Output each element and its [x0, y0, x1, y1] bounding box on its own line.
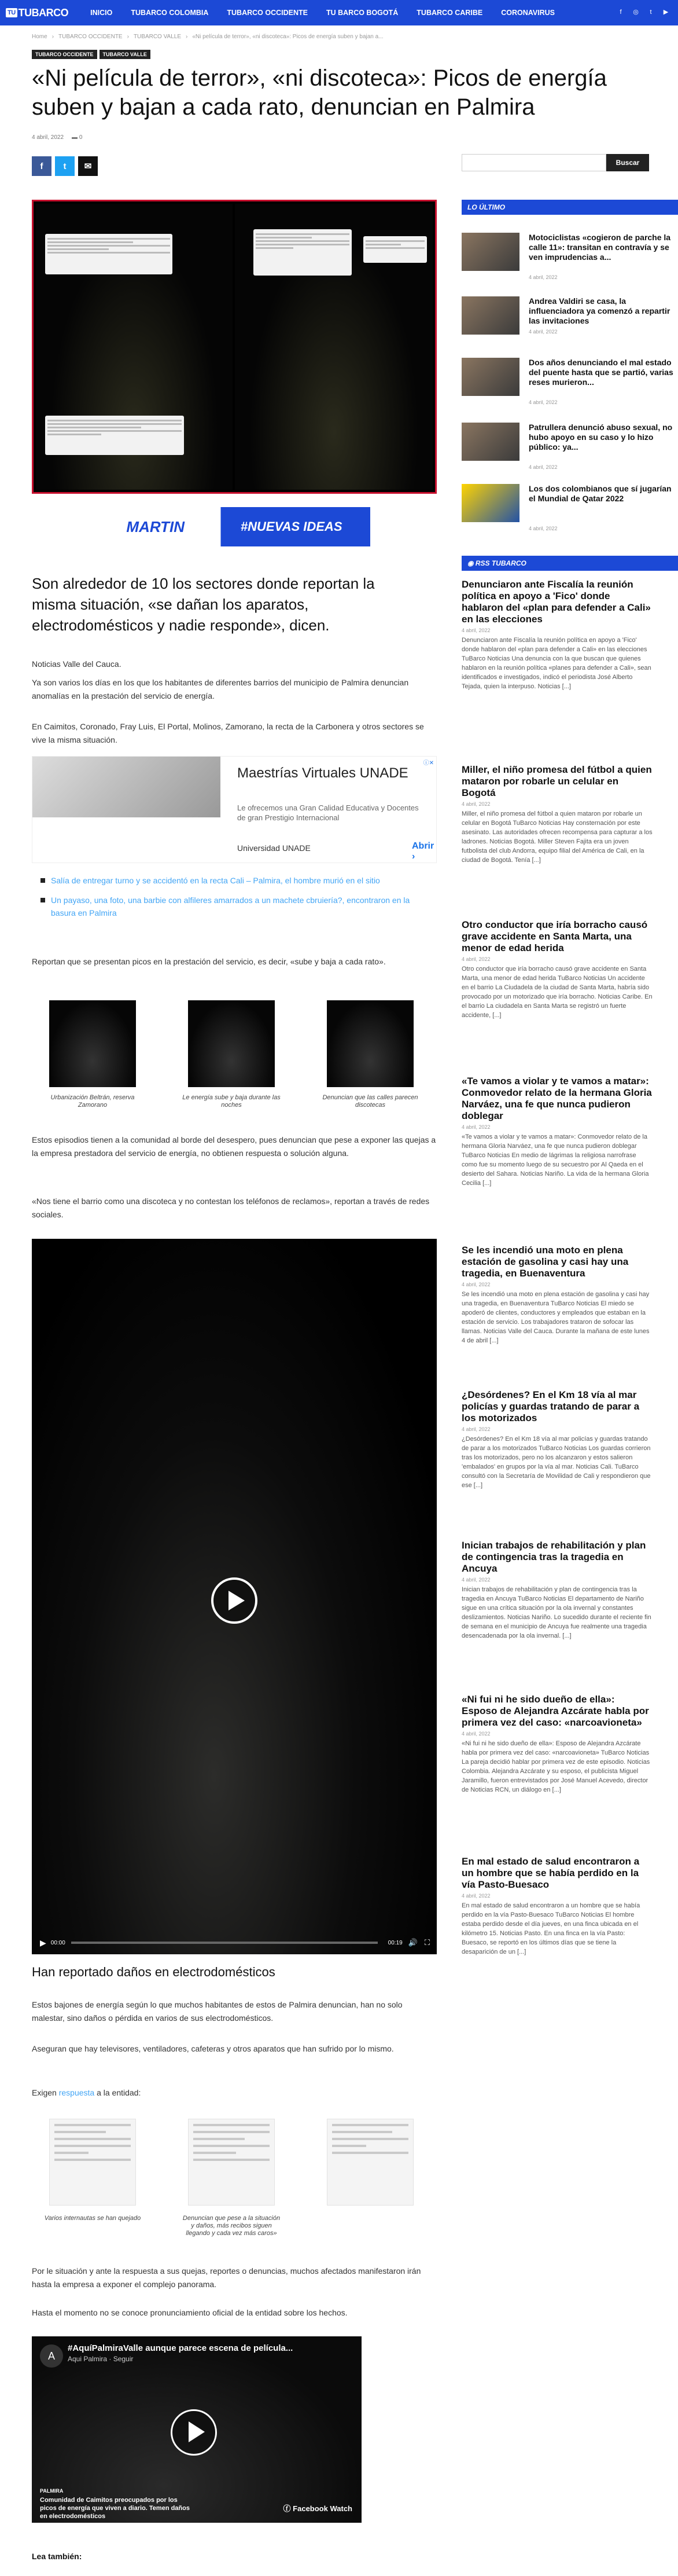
- ad-open-button[interactable]: [412, 841, 436, 862]
- comment-count[interactable]: [72, 134, 82, 141]
- category-tag[interactable]: TUBARCO VALLE: [100, 50, 150, 59]
- latest-item[interactable]: [462, 233, 678, 285]
- rss-item: [462, 764, 653, 865]
- text-segment: a la entidad:: [97, 2088, 141, 2097]
- youtube-icon[interactable]: ▶: [663, 9, 669, 16]
- nav-item-coronavirus[interactable]: CORONAVIRUS: [501, 9, 555, 17]
- site-logo[interactable]: [6, 7, 68, 19]
- article-paragraph: Ya son varios los días en los que los habitantes de diferentes barrios del municipio de Palmira denuncian anomalías en la prestación del servicio de energía.: [32, 678, 409, 700]
- rss-heading: [462, 556, 678, 571]
- instagram-icon[interactable]: ◎: [633, 9, 639, 16]
- latest-heading: LO ÚLTIMO: [462, 200, 678, 215]
- rss-item-title[interactable]: Se les incendió una moto en plena estación de gasolina y casi hay una tragedia, en Buenaventura: [462, 1245, 629, 1279]
- article-title: «Ni película de terror», «ni discoteca»: Picos de energía suben y bajan a cada rato, denuncian en Palmira: [32, 65, 607, 120]
- rss-item-excerpt: ¿Desórdenes? En el Km 18 vía al mar policías y guardas tratando de parar a los motorizados TuBarco Noticias Los guardas corrieron tras los motorizados, pero no los alcanzaron y estos salieron 'embalados' en grupos por la vía al mar. Noticias Cali. TuBarco consultó con la Secretaría de Movilidad de Cali y respondieron que ese [...]: [462, 1436, 651, 1489]
- play-button-icon[interactable]: [171, 2409, 217, 2456]
- chat-screenshot: [45, 416, 184, 455]
- related-link[interactable]: Salía de entregar turno y se accidentó en la recta Cali – Palmira, el hombre murió en el sitio: [40, 874, 417, 887]
- gallery-image[interactable]: [327, 1000, 414, 1087]
- rss-item-title[interactable]: Denunciaron ante Fiscalía la reunión política en apoyo a 'Fico' donde hablaron del «plan para defender a Cali» en las elecciones: [462, 579, 651, 625]
- gallery-caption: Urbanización Beltrán, reserva Zamorano: [50, 1094, 135, 1109]
- rss-item-excerpt: «Te vamos a violar y te vamos a matar»: Conmovedor relato de la hermana Gloria Narváez, una fe que nunca pudieron doblegar TuBarco Noticias En medio de lágrimas la religiosa narrofrase como fue su momento luego de su secuestro por Al Qaeda en el desierto del Sahara. Noticias Nariño. La vida de la hermana Gloria Cecilia [...]: [462, 1133, 649, 1187]
- facebook-watch-link[interactable]: [283, 2502, 352, 2513]
- gallery-caption: Le energía sube y baja durante las noches: [182, 1094, 281, 1109]
- social-links: [616, 7, 671, 17]
- ad-open-label: Abrir: [412, 841, 434, 851]
- latest-item-title[interactable]: Andrea Valdiri se casa, la influenciadora ya comenzó a repartir las invitaciones: [529, 296, 670, 325]
- facebook-watch-label: Facebook Watch: [293, 2504, 352, 2513]
- nav-item-occidente[interactable]: TUBARCO OCCIDENTE: [227, 9, 308, 17]
- rss-item-excerpt: «Ni fui ni he sido dueño de ella»: Esposo de Alejandra Azcárate habla por primera vez del caso: «narcoavioneta» TuBarco Noticias La pareja decidió hablar por primera vez de este episodio. Noticias Colombia. Alejandra Azcárate y su esposo, el publicista Miguel Jaramillo, fueron entrevistados por José Manuel Acevedo, director de Noticias RCN, un diálogo en [...]: [462, 1740, 650, 1793]
- facebook-video-embed[interactable]: [32, 2336, 362, 2523]
- facebook-icon: ⓕ: [283, 2504, 291, 2513]
- related-link[interactable]: Un payaso, una foto, una barbie con alfileres amarrados a un machete cbruiería?, encontraron en la basura en Palmira: [40, 894, 417, 919]
- logo-badge: TU: [6, 8, 17, 17]
- main-menu: [81, 0, 564, 25]
- latest-item-title[interactable]: Dos años denunciando el mal estado del puente hasta que se partió, varias reses murieron...: [529, 358, 673, 387]
- email-share-icon[interactable]: ✉: [78, 156, 98, 176]
- respuesta-link[interactable]: respuesta: [58, 2088, 95, 2097]
- rss-item: [462, 1856, 653, 1957]
- article-paragraph: En Caimitos, Coronado, Fray Luis, El Portal, Molinos, Zamorano, la recta de la Carbonera y otros sectores se vive la misma situación.: [32, 722, 424, 744]
- rss-item-excerpt: Denunciaron ante Fiscalía la reunión política en apoyo a 'Fico' donde hablaron del «plan para defender a Cali» en las elecciones TuBarco Noticias Una denuncia con la que buscan que quienes hablaron en la reunión política «planes para defender a Cali», sean identificados e investigados, indicó el periodista José Alberto Tejada, quien la interpuso. Noticias [...]: [462, 637, 651, 690]
- search-input[interactable]: [462, 154, 606, 171]
- latest-item-thumbnail[interactable]: [462, 358, 519, 396]
- text-segment: Exigen: [32, 2088, 57, 2097]
- breadcrumb-home[interactable]: Home: [32, 34, 47, 40]
- latest-item[interactable]: [462, 296, 678, 348]
- search-form: [462, 154, 649, 171]
- volume-icon[interactable]: 🔊: [408, 1938, 418, 1947]
- banner-tag: #NUEVAS IDEAS: [240, 519, 342, 534]
- rss-item-date: 4 abril, 2022: [462, 1893, 491, 1899]
- category-tag[interactable]: TUBARCO OCCIDENTE: [32, 50, 97, 59]
- latest-item-date: 4 abril, 2022: [529, 464, 558, 470]
- gallery-caption: Denuncian que pese a la situación y daños, más recibos siguen llegando y cada vez más caros»: [182, 2215, 281, 2237]
- rss-item: [462, 1245, 653, 1345]
- nav-item-caribe[interactable]: TUBARCO CARIBE: [417, 9, 483, 17]
- play-button-icon[interactable]: [211, 1577, 257, 1624]
- latest-item-thumbnail[interactable]: [462, 296, 519, 335]
- video-progress-bar[interactable]: [71, 1942, 378, 1944]
- nav-item-bogota[interactable]: TU BARCO BOGOTÁ: [326, 9, 399, 17]
- rss-item: [462, 1694, 653, 1795]
- ad-description: Le ofrecemos una Gran Calidad Educativa y Docentes de gran Prestigio Internacional: [237, 803, 419, 822]
- rss-item-title[interactable]: «Te vamos a violar y te vamos a matar»: Conmovedor relato de la hermana Gloria Narváez, una fe que nunca pudieron doblegar: [462, 1076, 652, 1121]
- rss-item-title[interactable]: Miller, el niño promesa del fútbol a quien mataron por robarle un celular en Bogotá: [462, 764, 652, 798]
- rss-item-date: 4 abril, 2022: [462, 1426, 491, 1432]
- chevron-right-icon: ›: [412, 852, 415, 861]
- article-paragraph: «Nos tiene el barrio como una discoteca y no contestan los teléfonos de reclamos», reportan a través de redes sociales.: [32, 1197, 430, 1219]
- facebook-share-icon[interactable]: f: [32, 156, 51, 176]
- latest-item-date: 4 abril, 2022: [529, 274, 558, 280]
- gallery-image[interactable]: [188, 1000, 275, 1087]
- rss-item-date: 4 abril, 2022: [462, 1124, 491, 1130]
- latest-item-title[interactable]: Motociclistas «cogieron de parche la calle 11»: transitan en contravía y se ven imprudencias a...: [529, 233, 671, 262]
- comment-count-value: 0: [79, 134, 83, 141]
- rss-item-excerpt: En mal estado de salud encontraron a un hombre que se había perdido en la vía Pasto-Buesaco TuBarco Noticias El hombre estaba perdido desde el día jueves, en una finca ubicada en el kilómetro 15. Noticias Pasto. En una finca en la vía Pasto: Buesaco, se reportó en los últimos días que se tiene la desaparición de un [...]: [462, 1902, 640, 1955]
- nav-item-colombia[interactable]: TUBARCO COLOMBIA: [131, 9, 209, 17]
- ad-info-icon[interactable]: ⓘ✕: [423, 760, 434, 766]
- chat-screenshot: [363, 236, 427, 263]
- latest-item-date: 4 abril, 2022: [529, 329, 558, 335]
- article-meta: [32, 134, 82, 141]
- latest-item-date: 4 abril, 2022: [529, 399, 558, 405]
- latest-item-thumbnail[interactable]: [462, 423, 519, 461]
- read-also-heading: Lea también:: [32, 2552, 82, 2561]
- breadcrumb-valle[interactable]: TUBARCO VALLE: [133, 34, 181, 40]
- hero-image: [32, 200, 437, 494]
- banner-name: MARTIN: [126, 518, 185, 535]
- rss-item-date: 4 abril, 2022: [462, 1577, 491, 1583]
- latest-item-thumbnail[interactable]: [462, 233, 519, 271]
- fb-caption: Comunidad de Caimitos preocupados por los picos de energía que viven a diario. Temen daños en electrodomésticos: [40, 2497, 190, 2520]
- breadcrumb-current: «Ni película de terror», «ni discoteca»: Picos de energía suben y bajan a...: [192, 34, 384, 40]
- latest-item-title[interactable]: Los dos colombianos que sí jugarían el Mundial de Qatar 2022: [529, 484, 672, 503]
- social-post-screenshot[interactable]: [327, 2119, 414, 2206]
- chat-screenshot: [45, 234, 172, 274]
- fullscreen-icon[interactable]: ⛶: [424, 1938, 430, 1947]
- article-lead: Son alrededor de 10 los sectores donde reportan la misma situación, «se dañan los aparatos, electrodomésticos y nadie responde», dicen.: [32, 575, 375, 634]
- related-links: [40, 874, 417, 926]
- video-controls: [32, 1931, 437, 1954]
- rss-item-date: 4 abril, 2022: [462, 801, 491, 807]
- article-paragraph: Aseguran que hay televisores, ventiladores, cafeteras y otros aparatos que han sufrido por lo mismo.: [32, 2044, 394, 2053]
- rss-item-date: 4 abril, 2022: [462, 956, 491, 962]
- article-paragraph: Estos episodios tienen a la comunidad al borde del desespero, pues denuncian que pese a exponer las quejas a la empresa prestadora del servicio de energía, no obtienen respuesta o solución alguna.: [32, 1135, 436, 1158]
- fb-source-label: PALMIRA: [40, 2488, 64, 2494]
- rss-item: [462, 579, 653, 691]
- gallery-caption: Denuncian que las calles parecen discotecas: [322, 1094, 418, 1109]
- rss-item-title[interactable]: Inician trabajos de rehabilitación y plan de contingencia tras la tragedia en Ancuya: [462, 1540, 646, 1574]
- rss-item-excerpt: Inician trabajos de rehabilitación y plan de contingencia tras la tragedia en Ancuya TuBarco Noticias El departamento de Nariño sigue en una crítica situación por la ola invernal y constantes deslizamientos. Noticias Nariño. Lo sucedido durante el reciente fin de semana en el municipio de Ancuya fue realmente una tragedia desencadenada por la ola invernal. [...]: [462, 1586, 651, 1639]
- rss-item-date: 4 abril, 2022: [462, 628, 491, 633]
- rss-item-title[interactable]: En mal estado de salud encontraron a un hombre que se había perdido en la vía Pasto-Buesaco: [462, 1856, 640, 1890]
- nav-item-inicio[interactable]: INICIO: [90, 9, 113, 17]
- play-icon[interactable]: ▶: [40, 1937, 46, 1947]
- rss-item-title[interactable]: «Ni fui ni he sido dueño de ella»: Esposo de Alejandra Azcárate habla por primera vez del caso: «narcoavioneta»: [462, 1694, 649, 1728]
- rss-item-title[interactable]: Otro conductor que iría borracho causó grave accidente en Santa Marta, una menor de edad herida: [462, 919, 648, 953]
- article-source: Noticias Valle del Cauca.: [32, 659, 121, 669]
- social-post-screenshot[interactable]: [188, 2119, 275, 2206]
- latest-item[interactable]: [462, 484, 678, 536]
- video-current-time: 00:00: [50, 1939, 65, 1946]
- facebook-icon[interactable]: f: [620, 9, 622, 16]
- rss-item: [462, 1076, 653, 1188]
- rss-item: [462, 1389, 653, 1490]
- gallery-caption: Varios internautas se han quejado: [44, 2215, 141, 2222]
- ad-image: [32, 757, 220, 817]
- rss-item-excerpt: Miller, el niño promesa del fútbol a quien mataron por robarle un celular en Bogotá TuBarco Noticias Hay consternación por este asesinato. Las autoridades ofrecen recompensa para capturar a los ladrones. Noticias Bogotá. Miller Steven Fajita era un joven futbolista del club Andorra, equipo filial del América de Cali, en la ciudad de Bogotá. Tenía [...]: [462, 810, 653, 864]
- social-post-screenshot[interactable]: [49, 2119, 136, 2206]
- article-paragraph: Reportan que se presentan picos en la prestación del servicio, es decir, «sube y baja a cada rato».: [32, 957, 386, 966]
- fb-video-title[interactable]: #AquíPalmiraValle aunque parece escena de película...: [68, 2343, 293, 2353]
- article-paragraph: Estos bajones de energía según lo que muchos habitantes de estos de Palmira denuncian, han no solo malestar, sino daños o pérdida en varios de sus electrodomésticos.: [32, 2000, 403, 2023]
- breadcrumb-occidente[interactable]: TUBARCO OCCIDENTE: [58, 34, 123, 40]
- latest-item[interactable]: [462, 423, 678, 475]
- gallery-image[interactable]: [49, 1000, 136, 1087]
- video-player[interactable]: [32, 1239, 437, 1954]
- section-heading: Han reportado daños en electrodomésticos: [32, 1965, 275, 1979]
- display-ad[interactable]: [32, 756, 437, 863]
- ad-title[interactable]: Maestrías Virtuales UNADE: [237, 765, 408, 781]
- ad-brand: Universidad UNADE: [237, 843, 311, 853]
- fb-page-name[interactable]: Aqui Palmira · Seguir: [68, 2355, 134, 2363]
- search-button[interactable]: Buscar: [606, 154, 649, 171]
- rss-item-date: 4 abril, 2022: [462, 1731, 491, 1737]
- rss-item: [462, 919, 653, 1020]
- chat-screenshot: [253, 229, 352, 276]
- breadcrumb: Home › TUBARCO OCCIDENTE › TUBARCO VALLE › «Ni película de terror», «ni discoteca»: Picos de energía suben y bajan a...: [32, 34, 384, 40]
- video-duration: 00:19: [388, 1939, 403, 1946]
- article-paragraph: Hasta el momento no se conoce pronunciamiento oficial de la entidad sobre los hechos.: [32, 2308, 348, 2317]
- rss-item-excerpt: Otro conductor que iría borracho causó grave accidente en Santa Marta, una menor de edad herida TuBarco Noticias Un accidente en el barrio La Ciudadela de la ciudad de Santa Marta, habría sido provocado por un motorizado que iría borracho. Noticias Caribe. En el barrio La ciudadela en Santa Marta se registró un fuerte accidente, [...]: [462, 966, 653, 1019]
- category-tags: [32, 50, 150, 59]
- ad-banner[interactable]: [98, 507, 370, 546]
- article-date: 4 abril, 2022: [32, 134, 64, 141]
- latest-item[interactable]: [462, 358, 678, 410]
- top-navigation: [0, 0, 678, 25]
- rss-heading-label: RSS TUBARCO: [475, 559, 526, 567]
- rss-item-title[interactable]: ¿Desórdenes? En el Km 18 vía al mar policías y guardas tratando de parar a los motorizados: [462, 1389, 640, 1423]
- rss-item-date: 4 abril, 2022: [462, 1282, 491, 1287]
- rss-icon: ◉: [467, 559, 474, 567]
- twitter-share-icon[interactable]: t: [55, 156, 75, 176]
- share-buttons: [32, 156, 98, 176]
- logo-text: TUBARCO: [18, 6, 69, 19]
- rss-item: [462, 1540, 653, 1641]
- page-avatar[interactable]: A: [40, 2344, 63, 2368]
- rss-item-excerpt: Se les incendió una moto en plena estación de gasolina y casi hay una tragedia, en Buenaventura TuBarco Noticias El miedo se apoderó de clientes, conductores y empleados que estaban en la estación de servicio. Los trabajadores trataron de sofocar las llamas. Noticias Valle del Cauca. Durante la mañana de este lunes 4 de abril [...]: [462, 1291, 650, 1344]
- latest-item-title[interactable]: Patrullera denunció abuso sexual, no hubo apoyo en su caso y lo hizo público: ya...: [529, 423, 673, 452]
- article-paragraph: Por le situación y ante la respuesta a sus quejas, reportes o denuncias, muchos afectados manifestaron irán hasta la empresa a exponer el complejo panorama.: [32, 2266, 421, 2289]
- article-paragraph: [32, 2086, 437, 2100]
- latest-item-date: 4 abril, 2022: [529, 526, 558, 531]
- comment-icon: ▬: [72, 134, 78, 141]
- twitter-icon[interactable]: t: [650, 9, 652, 16]
- latest-item-thumbnail[interactable]: [462, 484, 519, 522]
